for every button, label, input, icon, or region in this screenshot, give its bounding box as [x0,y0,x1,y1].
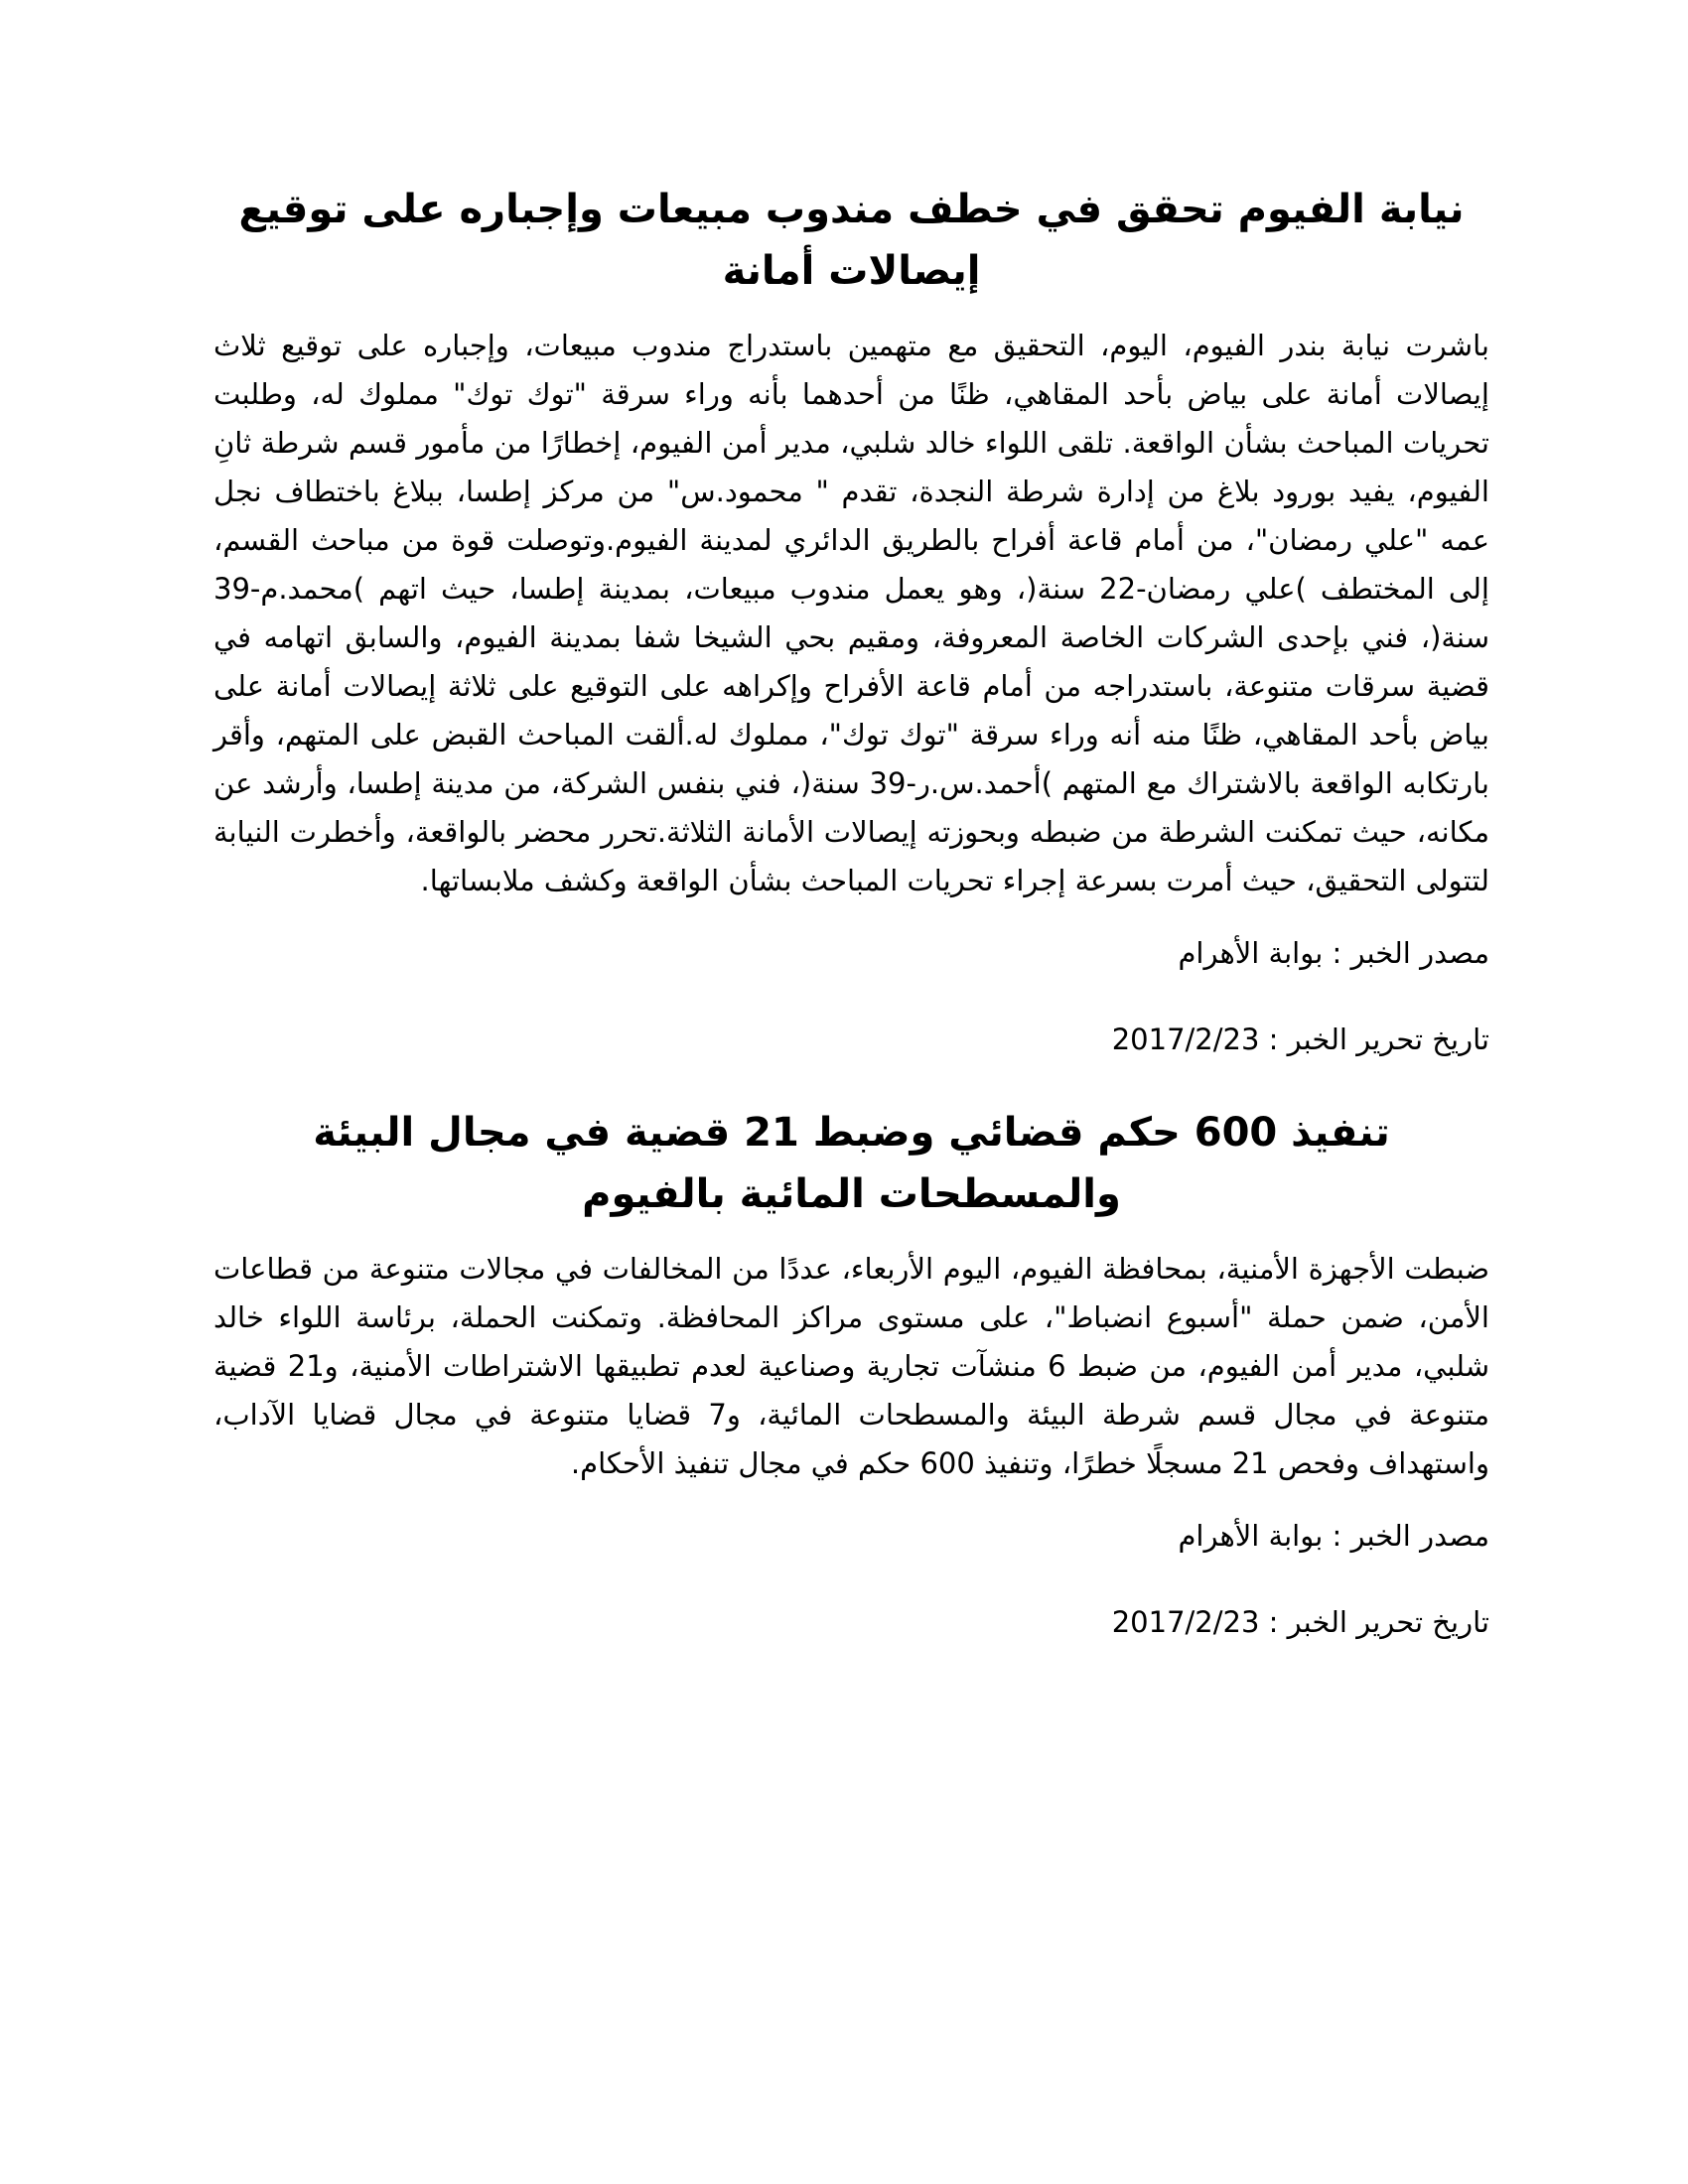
article-1-title: نيابة الفيوم تحقق في خطف مندوب مبيعات وإجباره على توقيع إيصالات أمانة [238,187,1465,294]
article-2-date: 2017/2/23 [1111,1605,1260,1639]
document-page [213,179,1489,1685]
article-1-body: باشرت نيابة بندر الفيوم، اليوم، التحقيق مع متهمين باستدراج مندوب مبيعات، وإجباره على توقيع ثلاث إيصالات أمانة على بياض بأحد المقاهي، ظنًا من أحدهما بأنه وراء سرقة "توك توك" مملوك له، وطلبت تحريات المباحث بشأن الواقعة. تلقى اللواء خالد شلبي، مدير أمن الفيوم، إخطارًا من مأمور قسم شرطة ثانِ الفيوم، يفيد بورود بلاغ من إدارة شرطة النجدة، تقدم " محمود.س" من مركز إطسا، ببلاغ باختطاف نجل عمه "علي رمضان"، من أمام قاعة أفراح بالطريق الدائري لمدينة الفيوم.وتوصلت قوة من مباحث القسم، إلى المختطف )علي رمضان-22 سنة(، وهو يعمل مندوب مبيعات، بمدينة إطسا، حيث اتهم )محمد.م-39 سنة(، فني بإحدى الشركات الخاصة المعروفة، ومقيم بحي الشيخا شفا بمدينة الفيوم، والسابق اتهامه في قضية سرقات متنوعة، باستدراجه من أمام قاعة الأفراح وإكراهه على التوقيع على ثلاثة إيصالات أمانة على بياض بأحد المقاهي، ظنًا منه أنه وراء سرقة "توك توك"، مملوك له.ألقت المباحث القبض على المتهم، وأقر بارتكابه الواقعة بالاشتراك مع المتهم )أحمد.س.ر-39 سنة(، فني بنفس الشركة، من مدينة إطسا، وأرشد عن مكانه، حيث تمكنت الشرطة من ضبطه وبحوزته إيصالات الأمانة الثلاثة.تحرر محضر بالواقعة، وأخطرت النيابة لتتولى التحقيق، حيث أمرت بسرعة إجراء تحريات المباحث بشأن الواقعة وكشف ملابساتها. [213,329,1489,897]
article-1-date-line [213,1016,1489,1064]
article-1-date: 2017/2/23 [1111,1023,1260,1056]
article-1-date-label: تاريخ تحرير الخبر : [1268,1023,1489,1056]
article-2-source: مصدر الخبر : بوابة الأهرام [1178,1519,1489,1553]
article-2-title: تنفيذ 600 حكم قضائي وضبط 21 قضية في مجال البيئة والمسطحات المائية بالفيوم [313,1110,1390,1217]
article-1-source: مصدر الخبر : بوابة الأهرام [1178,936,1489,970]
article-2-date-label: تاريخ تحرير الخبر : [1268,1605,1489,1639]
article-2-date-line [213,1598,1489,1647]
article-2-body: ضبطت الأجهزة الأمنية، بمحافظة الفيوم، اليوم الأربعاء، عددًا من المخالفات في مجالات متنوعة من قطاعات الأمن، ضمن حملة "أسبوع انضباط"، على مستوى مراكز المحافظة. وتمكنت الحملة، برئاسة اللواء خالد شلبي، مدير أمن الفيوم، من ضبط 6 منشآت تجارية وصناعية لعدم تطبيقها الاشتراطات الأمنية، و21 قضية متنوعة في مجال قسم شرطة البيئة والمسطحات المائية، و7 قضايا متنوعة في مجال قضايا الآداب، واستهداف وفحص 21 مسجلًا خطرًا، وتنفيذ 600 حكم في مجال تنفيذ الأحكام. [213,1252,1490,1480]
